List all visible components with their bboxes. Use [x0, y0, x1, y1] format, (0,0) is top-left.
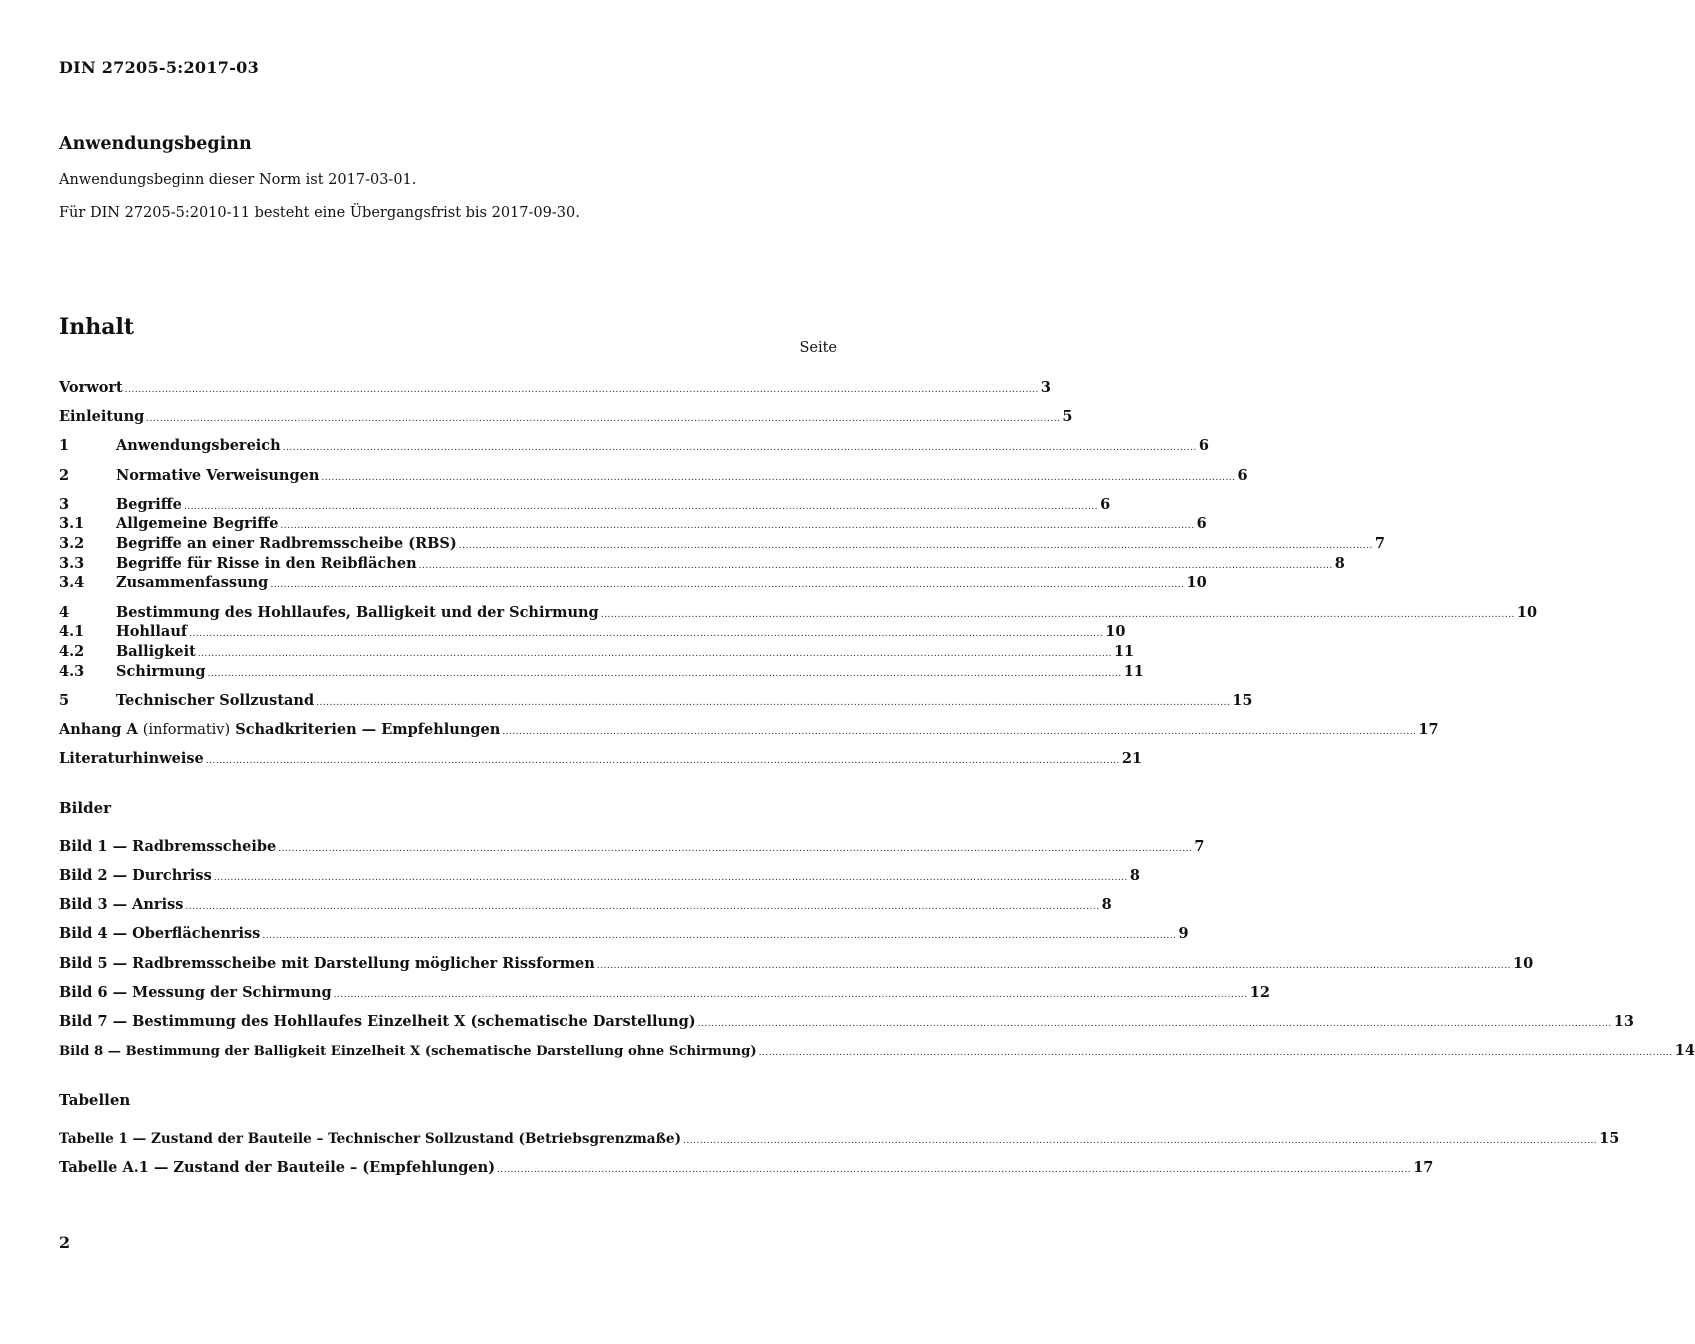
toc-number: 3.2 — [59, 535, 85, 552]
toc-title: Literaturhinweise — [59, 750, 204, 767]
toc-leader: ................................................................................................................................................................................................................................................................................ — [189, 629, 1104, 639]
toc-page: 5 — [1062, 408, 1073, 425]
toc-page: 7 — [1374, 535, 1385, 552]
toc-entry-vorwort[interactable] — [59, 379, 1051, 399]
anwendungsbeginn-text-1: Anwendungsbeginn dieser Norm ist 2017-03-01. — [59, 172, 417, 188]
toc-number: 4 — [59, 604, 70, 621]
figure-title: Bild 1 — Radbremsscheibe — [59, 838, 277, 855]
toc-page: 9 — [1178, 925, 1189, 942]
toc-leader: ................................................................................................................................................................................................................................................................................ — [418, 561, 1333, 571]
toc-leader: ................................................................................................................................................................................................................................................................................ — [124, 385, 1039, 395]
toc-number: 1 — [59, 437, 70, 454]
toc-number: 3.4 — [59, 574, 85, 591]
figure-title: Bild 7 — Bestimmung des Hohllaufes Einzelheit X (schematische Darstellung) — [59, 1013, 696, 1030]
toc-entry-4-2[interactable] — [59, 643, 1135, 663]
toc-title: Bestimmung des Hohllaufes, Balligkeit und der Schirmung — [116, 604, 599, 621]
toc-entry-3-3[interactable] — [59, 555, 1345, 575]
table-title: Tabelle A.1 — Zustand der Bauteile – (Empfehlungen) — [59, 1159, 496, 1176]
toc-page: 6 — [1196, 515, 1207, 532]
toc-page: 7 — [1194, 838, 1205, 855]
toc-number: 5 — [59, 692, 70, 709]
toc-leader: ................................................................................................................................................................................................................................................................................ — [697, 1019, 1612, 1029]
toc-number: 2 — [59, 467, 70, 484]
figures-heading: Bilder — [59, 799, 112, 817]
toc-title: Normative Verweisungen — [116, 467, 320, 484]
page-column-label: Seite — [799, 340, 837, 356]
toc-leader: ................................................................................................................................................................................................................................................................................ — [207, 669, 1122, 679]
toc-page: 17 — [1413, 1159, 1434, 1176]
toc-page: 11 — [1113, 643, 1135, 660]
toc-title: Zusammenfassung — [116, 574, 269, 591]
toc-page: 10 — [1186, 574, 1207, 591]
toc-number: 3 — [59, 496, 70, 513]
toc-entry-5[interactable] — [59, 692, 1253, 712]
figure-title: Bild 8 — Bestimmung der Balligkeit Einzelheit X (schematische Darstellung ohne Schirmung) — [59, 1044, 757, 1059]
toc-title: Vorwort — [59, 379, 123, 396]
toc-number: 4.3 — [59, 663, 85, 680]
toc-entry-4-1[interactable] — [59, 623, 1126, 643]
toc-number: 4.2 — [59, 643, 85, 660]
toc-leader: ................................................................................................................................................................................................................................................................................ — [205, 756, 1120, 766]
toc-title: Balligkeit — [116, 643, 196, 660]
toc-page: 3 — [1040, 379, 1051, 396]
toc-leader: ................................................................................................................................................................................................................................................................................ — [333, 990, 1248, 1000]
toc-leader: ................................................................................................................................................................................................................................................................................ — [280, 521, 1195, 531]
tables-heading: Tabellen — [59, 1091, 131, 1109]
toc-page: 6 — [1198, 437, 1209, 454]
figure-entry-2[interactable] — [59, 867, 1140, 887]
toc-page: 21 — [1121, 750, 1143, 767]
toc-page: 10 — [1105, 623, 1126, 640]
toc-leader: ................................................................................................................................................................................................................................................................................ — [185, 902, 1100, 912]
toc-entry-3-2[interactable] — [59, 535, 1385, 555]
toc-entry-3[interactable] — [59, 496, 1111, 516]
toc-leader: ................................................................................................................................................................................................................................................................................ — [213, 873, 1128, 883]
toc-entry-2[interactable] — [59, 467, 1248, 487]
toc-number: 3.3 — [59, 555, 85, 572]
toc-leader: ................................................................................................................................................................................................................................................................................ — [197, 649, 1112, 659]
table-entry-1[interactable] — [59, 1130, 1620, 1150]
figure-title: Bild 6 — Messung der Schirmung — [59, 984, 332, 1001]
toc-entry-3-4[interactable] — [59, 574, 1207, 594]
toc-leader: ................................................................................................................................................................................................................................................................................ — [497, 1165, 1412, 1175]
figure-entry-6[interactable] — [59, 984, 1270, 1004]
toc-leader: ................................................................................................................................................................................................................................................................................ — [146, 414, 1061, 424]
toc-page: 12 — [1249, 984, 1270, 1001]
toc-page: 11 — [1123, 663, 1144, 680]
toc-page: 8 — [1129, 867, 1140, 884]
toc-title: Hohllauf — [116, 623, 188, 640]
page-number: 2 — [59, 1233, 71, 1252]
figure-entry-5[interactable] — [59, 955, 1534, 975]
annex-prefix: Anhang A — [59, 721, 138, 738]
toc-page: 15 — [1232, 692, 1253, 709]
toc-leader: ................................................................................................................................................................................................................................................................................ — [502, 727, 1417, 737]
toc-entry-literaturhinweise[interactable] — [59, 750, 1143, 770]
figure-entry-4[interactable] — [59, 925, 1189, 945]
toc-page: 6 — [1100, 496, 1111, 513]
annex-title: Schadkriterien — Empfehlungen — [235, 721, 501, 738]
figure-title: Bild 5 — Radbremsscheibe mit Darstellung möglicher Rissformen — [59, 955, 595, 972]
contents-heading: Inhalt — [59, 314, 135, 340]
document-id: DIN 27205-5:2017-03 — [59, 58, 260, 77]
toc-leader: ................................................................................................................................................................................................................................................................................ — [282, 443, 1197, 453]
toc-page: 10 — [1512, 955, 1534, 972]
figure-entry-1[interactable] — [59, 838, 1205, 858]
table-entry-a1[interactable] — [59, 1159, 1434, 1179]
toc-leader: ................................................................................................................................................................................................................................................................................ — [316, 698, 1231, 708]
toc-title: Schirmung — [116, 663, 206, 680]
figure-title: Bild 2 — Durchriss — [59, 867, 212, 884]
toc-leader: ................................................................................................................................................................................................................................................................................ — [321, 473, 1236, 483]
toc-entry-4-3[interactable] — [59, 663, 1144, 683]
toc-title: Begriffe an einer Radbremsscheibe (RBS) — [116, 535, 457, 552]
annex-note: (informativ) — [142, 722, 231, 738]
figure-entry-7[interactable] — [59, 1013, 1634, 1033]
toc-page: 15 — [1599, 1130, 1620, 1147]
toc-leader: ................................................................................................................................................................................................................................................................................ — [758, 1048, 1673, 1058]
toc-page: 6 — [1237, 467, 1248, 484]
toc-title: Allgemeine Begriffe — [116, 515, 279, 532]
table-title: Tabelle 1 — Zustand der Bauteile – Technischer Sollzustand (Betriebsgrenzmaße) — [59, 1131, 682, 1147]
toc-leader: ................................................................................................................................................................................................................................................................................ — [278, 844, 1193, 854]
toc-page: 8 — [1334, 555, 1345, 572]
toc-title: Anwendungsbereich — [116, 437, 281, 454]
toc-title: Einleitung — [59, 408, 145, 425]
toc-page: 14 — [1674, 1042, 1695, 1059]
figure-title: Bild 3 — Anriss — [59, 896, 184, 913]
toc-title: Begriffe für Risse in den Reibflächen — [116, 555, 417, 572]
figure-entry-8[interactable] — [59, 1042, 1695, 1062]
toc-entry-3-1[interactable] — [59, 515, 1207, 535]
toc-entry-4[interactable] — [59, 604, 1538, 624]
toc-number: 4.1 — [59, 623, 85, 640]
toc-leader: ................................................................................................................................................................................................................................................................................ — [262, 931, 1177, 941]
toc-page: 10 — [1516, 604, 1538, 621]
toc-page: 8 — [1101, 896, 1112, 913]
toc-title: Begriffe — [116, 496, 182, 513]
toc-leader: ................................................................................................................................................................................................................................................................................ — [183, 502, 1099, 512]
figure-title: Bild 4 — Oberflächenriss — [59, 925, 261, 942]
toc-leader: ................................................................................................................................................................................................................................................................................ — [458, 541, 1373, 551]
anwendungsbeginn-text-2: Für DIN 27205-5:2010-11 besteht eine Übergangsfrist bis 2017-09-30. — [59, 205, 580, 221]
toc-entry-einleitung[interactable] — [59, 408, 1073, 428]
toc-leader: ................................................................................................................................................................................................................................................................................ — [270, 580, 1185, 590]
toc-page: 17 — [1418, 721, 1439, 738]
toc-page: 13 — [1613, 1013, 1634, 1030]
figure-entry-3[interactable] — [59, 896, 1112, 916]
toc-entry-1[interactable] — [59, 437, 1209, 457]
toc-title — [59, 721, 500, 738]
toc-number: 3.1 — [59, 515, 85, 532]
anwendungsbeginn-heading: Anwendungsbeginn — [59, 134, 252, 154]
toc-leader: ................................................................................................................................................................................................................................................................................ — [600, 610, 1515, 620]
toc-leader: ................................................................................................................................................................................................................................................................................ — [596, 961, 1511, 971]
toc-entry-anhang-a[interactable] — [59, 721, 1439, 741]
toc-title: Technischer Sollzustand — [116, 692, 315, 709]
toc-leader: ................................................................................................................................................................................................................................................................................ — [683, 1136, 1598, 1146]
